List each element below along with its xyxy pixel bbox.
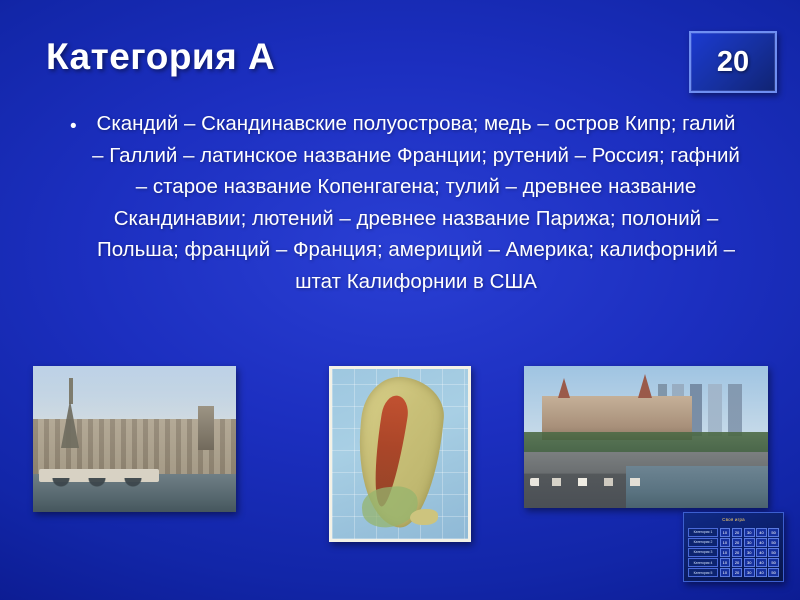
board-cell: 30 [744,548,755,557]
quiz-board-thumbnail [683,512,784,582]
board-cell: 30 [744,528,755,537]
board-cell: 50 [768,558,779,567]
board-category: Категория 1 [688,528,718,537]
bullet-marker-icon: • [70,116,77,137]
board-cell: 40 [756,538,767,547]
board-category: Категория 5 [688,568,718,577]
board-cell: 20 [732,538,743,547]
board-cell: 40 [756,548,767,557]
board-cell: 20 [732,568,743,577]
paris-bridge [39,469,159,482]
board-category: Категория 2 [688,538,718,547]
paris-tower-building [198,406,214,450]
board-cell: 50 [768,548,779,557]
board-cell: 30 [744,558,755,567]
board-cell: 40 [756,568,767,577]
map-island [410,509,438,525]
page-title: Категория А [46,36,276,77]
moscow-river [626,466,768,508]
board-grid [688,528,779,577]
board-cell: 50 [768,528,779,537]
bullet-text: Скандий – Скандинавские полуострова; медь – остров Кипр; галий – Галлий – латинское название Франции; рутений – Россия; гафний – старое название Копенгагена; тулий – древнее название Скандинавии; лютений – древнее название Парижа; полоний – Польша; франций – Франция; америций – Америка; калифорний – штат Калифорнии в США [92,112,740,293]
scandinavia-map-photo [329,366,471,542]
board-cell: 10 [720,538,731,547]
moscow-traffic [530,478,660,486]
board-category: Категория 4 [688,558,718,567]
paris-cityscape-photo [33,366,236,512]
board-cell: 20 [732,548,743,557]
board-cell: 10 [720,568,731,577]
board-cell: 30 [744,538,755,547]
bullet-item [70,108,740,297]
board-cell: 20 [732,528,743,537]
board-cell: 50 [768,538,779,547]
slide-body [70,108,740,297]
board-cell: 10 [720,528,731,537]
board-cell: 40 [756,528,767,537]
board-title: Своя игра [722,517,745,522]
score-badge-value: 20 [716,45,750,78]
board-cell: 10 [720,558,731,567]
board-cell: 50 [768,568,779,577]
board-cell: 40 [756,558,767,567]
board-category: Категория 3 [688,548,718,557]
score-badge[interactable] [689,31,777,93]
moscow-kremlin-photo [524,366,768,508]
board-cell: 10 [720,548,731,557]
eiffel-tower-icon [60,378,82,448]
board-cell: 30 [744,568,755,577]
board-cell: 20 [732,558,743,567]
moscow-treeline [524,432,768,452]
